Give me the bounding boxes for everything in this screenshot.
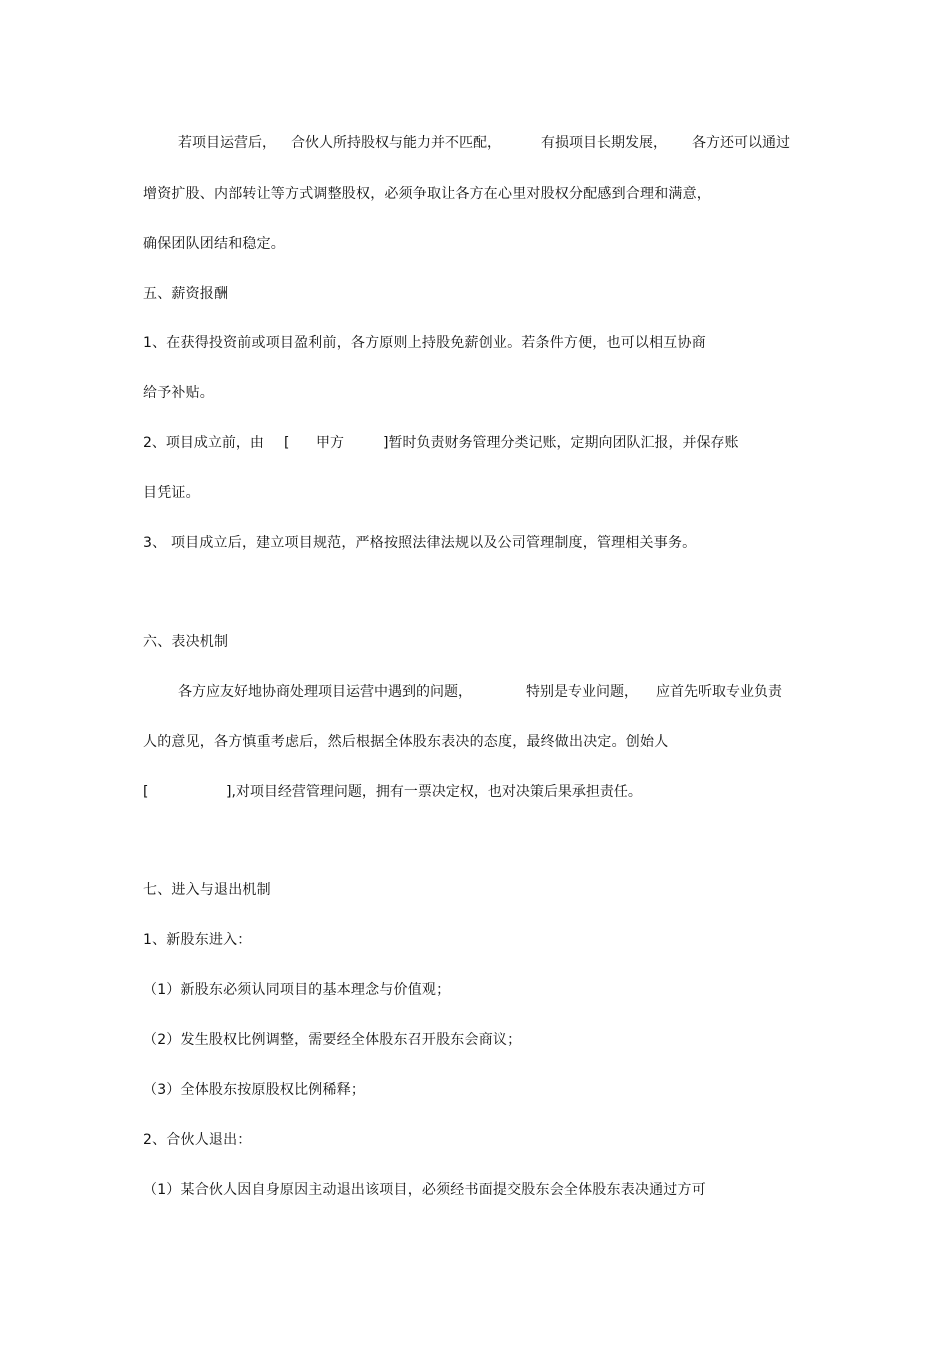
party-name: 甲方 <box>316 435 344 451</box>
text-segment: 各方还可以通过 <box>692 135 790 151</box>
paragraph-1-line-3: 确保团队团结和稳定。 <box>143 236 285 252</box>
bracket-open: [ <box>143 784 149 800</box>
list-item: （3）全体股东按原股权比例稀释； <box>143 1082 366 1098</box>
section-7-sub-2: 2、合伙人退出： <box>143 1132 252 1148</box>
text-segment: ],对项目经营管理问题，拥有一票决定权，也对决策后果承担责任。 <box>226 784 642 800</box>
text-segment: 各方应友好地协商处理项目运营中遇到的问题， <box>178 684 472 700</box>
text-segment: 特别是专业问题， <box>526 684 638 700</box>
list-item: （1）新股东必须认同项目的基本理念与价值观； <box>143 982 451 998</box>
bracket-open: [ <box>284 435 290 451</box>
section-7-heading: 七、进入与退出机制 <box>143 882 271 898</box>
section-7-sub-1: 1、新股东进入： <box>143 932 252 948</box>
section-5-item-1-line-2: 给予补贴。 <box>143 385 214 401</box>
text-segment: 若项目运营后， <box>178 135 276 151</box>
section-6-heading: 六、表决机制 <box>143 634 229 650</box>
list-item: （1）某合伙人因自身原因主动退出该项目，必须经书面提交股东会全体股东表决通过方可 <box>143 1182 706 1198</box>
text-segment: ]暂时负责财务管理分类记账，定期向团队汇报，并保存账 <box>383 435 739 451</box>
section-5-heading: 五、薪资报酬 <box>143 286 229 302</box>
text-segment: 合伙人所持股权与能力并不匹配， <box>291 135 501 151</box>
text-segment: 2、项目成立前，由 <box>143 435 264 451</box>
section-6-line-2: 人的意见，各方慎重考虑后，然后根据全体股东表决的态度，最终做出决定。创始人 <box>143 734 669 750</box>
list-item: （2）发生股权比例调整，需要经全体股东召开股东会商议； <box>143 1032 522 1048</box>
section-5-item-2-line-2: 目凭证。 <box>143 485 200 501</box>
text-segment: 有损项目长期发展， <box>541 135 667 151</box>
section-5-item-3: 3、 项目成立后，建立项目规范，严格按照法律法规以及公司管理制度，管理相关事务。 <box>143 535 697 551</box>
paragraph-1-line-2: 增资扩股、内部转让等方式调整股权，必须争取让各方在心里对股权分配感到合理和满意， <box>143 186 711 202</box>
section-5-item-1-line-1: 1、在获得投资前或项目盈利前，各方原则上持股免薪创业。若条件方便，也可以相互协商 <box>143 335 706 351</box>
text-segment: 应首先听取专业负责 <box>656 684 782 700</box>
